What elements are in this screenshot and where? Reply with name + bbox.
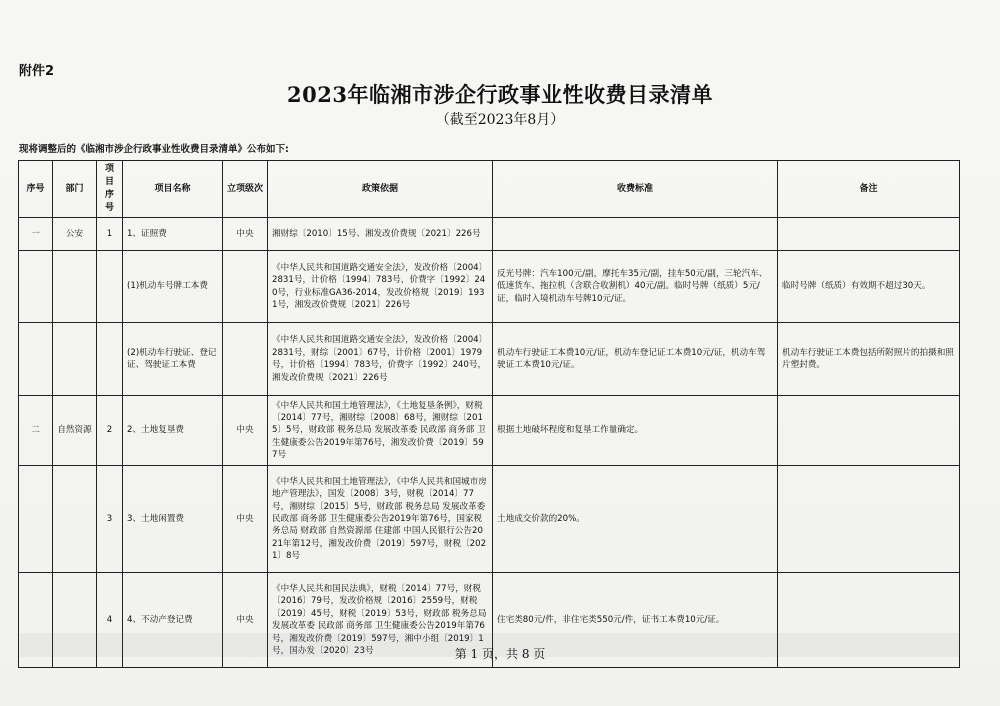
header-note: 备注 bbox=[778, 161, 960, 218]
cell-basis: 《中华人民共和国土地管理法》，《土地复垦条例》，财税〔2014〕77号，湘财综〔2008〕68号，湘财综〔2015〕5号，财政部 税务总局 发展改革委 民政部 商务部 卫生健康委公告2019年第76号，湘发改价费〔2019〕597号 bbox=[268, 396, 493, 466]
cell-level bbox=[223, 251, 268, 323]
cell-standard: 住宅类80元/件，非住宅类550元/件，证书工本费10元/证。 bbox=[493, 573, 778, 668]
cell-item-name: (2)机动车行驶证、登记证、驾驶证工本费 bbox=[123, 323, 223, 396]
cell-basis: 《中华人民共和国道路交通安全法》，发改价格〔2004〕2831号，财综〔2001〕67号，计价格〔2001〕1979号，计价格〔1994〕783号，价费字〔1992〕240号，湘发改价费规〔2021〕226号 bbox=[268, 323, 493, 396]
cell-basis: 《中华人民共和国道路交通安全法》，发改价格〔2004〕2831号，计价格〔1994〕783号，价费字〔1992〕240号，行业标准GA36-2014，发改价格规〔2019〕1931号，湘发改价费规〔2021〕226号 bbox=[268, 251, 493, 323]
cell-level: 中央 bbox=[223, 396, 268, 466]
cell-note bbox=[778, 218, 960, 251]
table-row bbox=[19, 396, 960, 466]
cell-level bbox=[223, 323, 268, 396]
cell-item-name: 4、不动产登记费 bbox=[123, 573, 223, 668]
cell-dept bbox=[53, 466, 97, 573]
cell-item-name: (1)机动车号牌工本费 bbox=[123, 251, 223, 323]
header-item-name: 项目名称 bbox=[123, 161, 223, 218]
header-level: 立项级次 bbox=[223, 161, 268, 218]
page-subtitle: （截至2023年8月） bbox=[435, 112, 565, 128]
cell-seq bbox=[19, 323, 53, 396]
header-seq: 序号 bbox=[19, 161, 53, 218]
cell-seq: 二 bbox=[19, 396, 53, 466]
cell-dept: 自然资源 bbox=[53, 396, 97, 466]
header-standard: 收费标准 bbox=[493, 161, 778, 218]
cell-dept bbox=[53, 251, 97, 323]
header-item-no: 项目序号 bbox=[97, 161, 123, 218]
cell-item-no bbox=[97, 323, 123, 396]
cell-seq bbox=[19, 466, 53, 573]
cell-level: 中央 bbox=[223, 466, 268, 573]
cell-dept bbox=[53, 323, 97, 396]
cell-standard: 反光号牌：汽车100元/副，摩托车35元/副，挂车50元/副，三轮汽车、低速货车、拖拉机（含联合收割机）40元/副。临时号牌（纸质）5元/证，临时入境机动车号牌10元/证。 bbox=[493, 251, 778, 323]
cell-note bbox=[778, 466, 960, 573]
cell-basis: 湘财综〔2010〕15号、湘发改价费规〔2021〕226号 bbox=[268, 218, 493, 251]
cell-standard: 土地成交价款的20%。 bbox=[493, 466, 778, 573]
cell-level: 中央 bbox=[223, 218, 268, 251]
header-basis: 政策依据 bbox=[268, 161, 493, 218]
table-row bbox=[19, 323, 960, 396]
table-row bbox=[19, 251, 960, 323]
cell-item-no: 4 bbox=[97, 573, 123, 668]
cell-item-no: 1 bbox=[97, 218, 123, 251]
cell-dept: 公安 bbox=[53, 218, 97, 251]
header-dept: 部门 bbox=[53, 161, 97, 218]
cell-item-no: 2 bbox=[97, 396, 123, 466]
cell-item-no: 3 bbox=[97, 466, 123, 573]
page-footer: 第 1 页，共 8 页 bbox=[454, 647, 546, 661]
cell-note: 临时号牌（纸质）有效期不超过30天。 bbox=[778, 251, 960, 323]
cell-standard bbox=[493, 218, 778, 251]
cell-item-name: 1、证照费 bbox=[123, 218, 223, 251]
cell-item-no bbox=[97, 251, 123, 323]
cell-item-name: 2、土地复垦费 bbox=[123, 396, 223, 466]
cell-standard: 机动车行驶证工本费10元/证，机动车登记证工本费10元/证，机动车驾驶证工本费10元/证。 bbox=[493, 323, 778, 396]
attachment-label: 附件2 bbox=[19, 64, 55, 79]
cell-level: 中央 bbox=[223, 573, 268, 668]
cell-note bbox=[778, 396, 960, 466]
table-header-row bbox=[19, 161, 960, 218]
intro-text: 现将调整后的《临湘市涉企行政事业性收费目录清单》公布如下: bbox=[19, 144, 289, 155]
cell-standard: 根据土地破坏程度和复垦工作量确定。 bbox=[493, 396, 778, 466]
cell-basis: 《中华人民共和国土地管理法》，《中华人民共和国城市房地产管理法》，国发〔2008〕3号，财税〔2014〕77号，湘财综〔2015〕5号，财政部 税务总局 发展改革委 民政部 商务部 卫生健康委公告2019年第76号，国家税务总局 财政部 自然资源部 住建部 中国人民银行公告2021年第12号，湘发改价费〔2019〕597号，财税〔2021〕8号 bbox=[268, 466, 493, 573]
page-title: 2023年临湘市涉企行政事业性收费目录清单 bbox=[287, 82, 713, 107]
cell-seq bbox=[19, 251, 53, 323]
table-row bbox=[19, 466, 960, 573]
fee-table bbox=[18, 160, 960, 668]
cell-note: 机动车行驶证工本费包括所附照片的拍摄和照片塑封费。 bbox=[778, 323, 960, 396]
cell-item-name: 3、土地闲置费 bbox=[123, 466, 223, 573]
table-row bbox=[19, 218, 960, 251]
cell-seq: 一 bbox=[19, 218, 53, 251]
cell-basis: 《中华人民共和国民法典》，财税〔2014〕77号，财税〔2016〕79号，发改价格规〔2016〕2559号，财税〔2019〕45号，财税〔2019〕53号，财政部 税务总局 发展改革委 民政部 商务部 卫生健康委公告2019年第76号，湘发改价费〔2019〕597号，湘中小组〔2019〕1号，国办发〔2020〕23号 bbox=[268, 573, 493, 668]
